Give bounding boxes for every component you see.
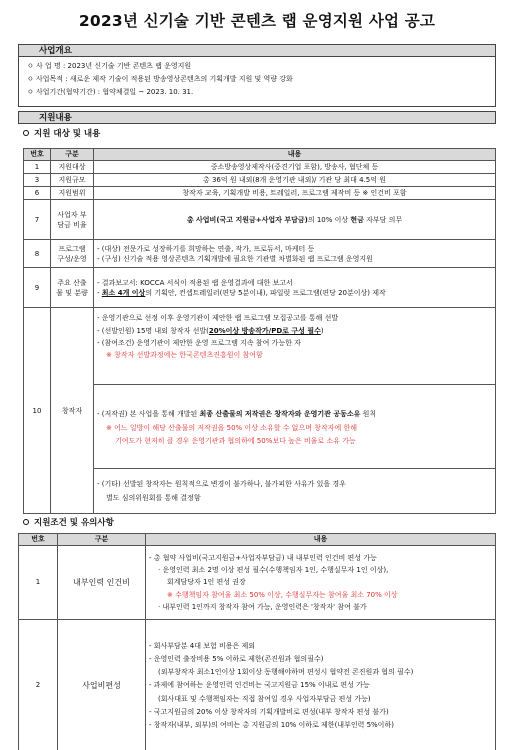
content-bold: 최종 산출물의 저작권은 창작자와 운영기관 공동소유 [199,410,361,419]
overview-line-period: ㅇ 사업기간(협약기간) : 협약체결일 ~ 2023. 10. 31. [27,88,194,96]
col-header-category: 구분 [58,534,146,546]
content-note: ※ 어느 일방이 해당 산출물의 저작권을 50% 이상 소유할 수 없으며 창작자에 한해 [106,423,357,432]
overview-header-label: 사업개요 [39,46,72,56]
support-header [18,111,496,124]
content-line: - 국고지원금의 20% 이상 창작자의 기획개발비로 편성(내부 창작자 편성 불가) [149,707,389,716]
col-header-content: 내용 [146,534,496,546]
row-content [94,308,496,514]
content-line: - 결과보고서: KOCCA 서식이 적용된 랩 운영결과에 대한 보고서 [97,278,293,287]
row-no: 9 [24,268,51,308]
col-header-content: 내용 [94,149,496,161]
content-line: 별도 심의위원회를 통해 결정함 [106,493,201,502]
content-bold-cash: 현금 [350,215,364,224]
support-table [23,148,496,514]
content-text: - (선발인원) 15명 내외 창작자 선발( [97,326,209,335]
table-header-row [24,149,496,161]
content-line: - (대상) 전문가로 성장하기를 희망하는 연출, 작가, 프로듀서, 마케터 등 [97,244,315,253]
table-row [24,161,496,174]
content-bold: 총 사업비(국고 지원금+사업자 부담금) [186,215,308,224]
row-no: 8 [24,240,51,268]
row-content: 총 36억 원 내외(8개 운영기관 내외)/ 기관 당 최대 4.5억 원 [94,174,496,187]
content-text: 자부담 의무 [363,215,403,224]
content-line: · 내부인력 1인까지 창작자 참여 가능, 운영인력은 '창작자' 참여 불가 [158,602,367,611]
content-line [97,326,492,336]
content-note: ※ 창작자 선발과정에는 한국콘텐츠진흥원이 참여함 [106,350,263,359]
table-row [24,174,496,187]
row-category: 창작자 [51,308,94,514]
conditions-subtitle-text: 지원조건 및 유의사항 [34,518,114,528]
row-content: 중소방송영상제작사(중견기업 포함), 방송사, 협단체 등 [94,161,496,174]
content-text: 의 10% 이상 [307,215,351,224]
conditions-subtitle [23,517,114,529]
page-title: 2023년 신기술 기반 콘텐츠 랩 운영지원 사업 공고 [78,12,436,30]
content-note: ※ 수행책임자 참여율 최소 50% 이상, 수행실무자는 참여율 최소 70% 이상 [167,590,398,599]
conditions-table [18,533,496,750]
row-category: 주요 산출물 및 분량 [51,268,94,308]
row-content [146,546,496,620]
circle-bullet-icon [23,519,29,525]
content-bold: 20%이상 방송작가/PD로 구성 필수 [208,326,321,335]
content-line [97,409,492,419]
row-category: 지원규모 [51,174,94,187]
overview-header [18,44,496,57]
row-category: 내부인력 인건비 [58,546,146,620]
content-line [97,288,492,298]
row-category: 프로그램 구성/운영 [51,240,94,268]
content-line: 회계담당자 1인 편성 권장 [167,578,246,587]
table-row [24,268,496,308]
col-header-category: 구분 [51,149,94,161]
row-category: 사업자 부담금 비율 [51,200,94,240]
content-line: - (참여조건) 운영기관이 제안한 운영 프로그램 지속 참여 가능한 자 [97,338,301,347]
content-line: (회사대표 및 수행책임자는 직접 참여일 경우 사업자부담금 편성 가능) [158,694,371,703]
copyright-box [94,385,495,469]
table-row [19,546,496,620]
content-line: - (구성) 신기술 적용 영상콘텐츠 기획개발에 필요한 기관별 차별화된 랩 프로그램 운영지원 [97,254,373,263]
overview-line-name: ㅇ 사 업 명 : 2023년 신기술 기반 콘텐츠 랩 운영지원 [27,62,192,70]
table-row [24,240,496,268]
content-line: - (기타) 선발된 창작자는 원칙적으로 변경이 불가하나, 불가피한 사유가 있을 경우 [97,480,346,489]
table-row [24,200,496,240]
row-no: 10 [24,308,51,514]
creator-selection-box [94,308,495,385]
row-no: 6 [24,187,51,200]
content-line: - 과제에 참여하는 운영인력 인건비는 국고지원금 15% 이내로 편성 가능 [149,681,370,690]
content-text: - (저작권) 본 사업을 통해 개발된 [97,410,200,419]
content-text: 원칙 [360,410,377,419]
row-content [146,620,496,750]
row-category: 지원범위 [51,187,94,200]
content-line: (외부창작자 최소1인이상 1회이상 동행해야하며 편성시 협약전 콘진원과 협의 필수) [158,668,414,677]
row-no: 3 [24,174,51,187]
overview-line-purpose: ㅇ 사업목적 : 새로운 제작 기술이 적용된 방송영상콘텐츠의 기획개발 지원 및 역량 강화 [27,75,293,83]
content-text: ) [320,326,324,335]
row-category: 사업비편성 [58,620,146,750]
content-text: 의 기획안, 컨셉트레일러(편당 5분이내), 파일럿 프로그램(편당 20분이상) 제작 [145,288,386,297]
content-text: - [97,288,102,297]
content-line: - 창작자(내부, 외부)의 여비는 총 지원금의 10% 이하로 제한(내부인력 5%이하) [149,720,394,729]
row-category: 지원대상 [51,161,94,174]
row-content [94,240,496,268]
row-content [94,200,496,240]
table-header-row [19,534,496,546]
content-line: · 운영인력 최소 2명 이상 편성 필수(수행책임자 1인, 수행실무자 1인 이상), [158,566,389,575]
content-line: - 운영인력 출장비용 5% 이하로 제한(콘진원과 협의필수) [149,655,324,664]
overview-box [18,57,496,107]
content-line: - 운영기관으로 선정 이후 운영기관이 제안한 랩 프로그램 모집공고를 통해 선발 [97,314,339,323]
content-bold: 최소 4개 이상 [101,288,146,297]
col-header-no: 번호 [19,534,58,546]
other-box [94,469,495,513]
content-note: 기여도가 현저히 클 경우 운영기관과 협의하에 50%보다 높은 비율로 소유 가능 [115,436,356,445]
row-no: 7 [24,200,51,240]
table-row [24,308,496,514]
table-row [24,187,496,200]
row-no: 1 [24,161,51,174]
content-line: - 총 협약 사업비(국고지원금+사업자부담금) 내 내부인력 인건비 편성 가능 [149,554,377,563]
row-no: 2 [19,620,58,750]
content-line: - 회사부담분 4대 보험 비용은 제외 [149,642,256,650]
table-row [19,620,496,750]
row-content: 창작자 교육, 기획개발 비용, 트레일러, 프로그램 제작비 등 ※ 인건비 포함 [94,187,496,200]
row-content [94,268,496,308]
col-header-no: 번호 [24,149,51,161]
support-subtitle [23,128,100,140]
circle-bullet-icon [23,130,29,136]
support-subtitle-text: 지원 대상 및 내용 [34,129,101,139]
support-header-label: 지원내용 [39,113,72,123]
row-no: 1 [19,546,58,620]
